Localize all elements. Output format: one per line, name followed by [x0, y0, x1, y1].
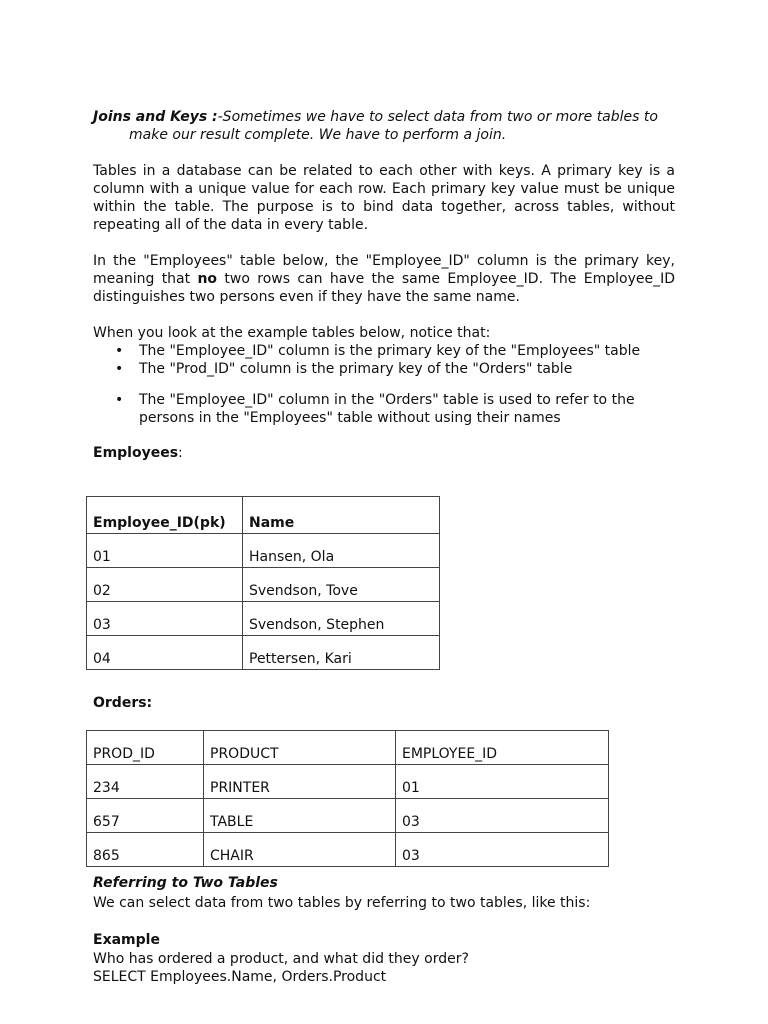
header-cell: Name	[243, 497, 440, 534]
paragraph-employees-before: In the "Employees" table below, the "Employee_ID" column is the primary key, meaning that	[93, 253, 675, 287]
orders-table	[86, 730, 609, 867]
bullet-item: • The "Employee_ID" column is the primary key of the "Employees" table	[139, 342, 675, 360]
orders-heading: Orders:	[93, 695, 153, 711]
table-cell: 04	[87, 636, 243, 670]
employees-heading-label: Employees	[93, 445, 179, 461]
bullet-list-foreign-key	[93, 391, 675, 427]
table-cell: CHAIR	[204, 833, 396, 867]
employees-table	[86, 496, 440, 670]
intro-paragraph	[93, 108, 675, 144]
example-sql: SELECT Employees.Name, Orders.Product	[93, 969, 387, 985]
table-row	[87, 765, 609, 799]
paragraph-employees-after: two rows can have the same Employee_ID. The Employee_ID distinguishes two persons even if they have the same name.	[93, 271, 675, 305]
table-row	[87, 602, 440, 636]
table-cell: 01	[87, 534, 243, 568]
referring-text: We can select data from two tables by referring to two tables, like this:	[93, 895, 591, 911]
paragraph-notice: When you look at the example tables below, notice that:	[93, 325, 491, 341]
table-cell: TABLE	[204, 799, 396, 833]
intro-lead: Joins and Keys :	[93, 109, 218, 125]
employees-heading-colon: :	[178, 445, 183, 461]
table-row	[87, 799, 609, 833]
employees-heading	[93, 444, 675, 462]
table-cell: Svendson, Stephen	[243, 602, 440, 636]
table-cell: 03	[396, 799, 609, 833]
table-row	[87, 636, 440, 670]
table-cell: Hansen, Ola	[243, 534, 440, 568]
table-header-row	[87, 497, 440, 534]
paragraph-employees-bold: no	[197, 271, 218, 287]
table-row	[87, 568, 440, 602]
table-cell: 657	[87, 799, 204, 833]
table-cell: 865	[87, 833, 204, 867]
header-cell: Employee_ID(pk)	[87, 497, 243, 534]
intro-line-2: make our result complete. We have to perform a join.	[129, 127, 507, 143]
paragraph-employees	[93, 252, 675, 306]
referring-title: Referring to Two Tables	[93, 875, 278, 891]
table-row	[87, 534, 440, 568]
table-cell: 03	[396, 833, 609, 867]
table-header-row	[87, 731, 609, 765]
example-title: Example	[93, 932, 160, 948]
table-cell: 234	[87, 765, 204, 799]
document-body	[93, 108, 675, 462]
table-cell: PRINTER	[204, 765, 396, 799]
table-cell: 02	[87, 568, 243, 602]
bullet-list-primary-keys	[93, 342, 675, 378]
table-cell: Svendson, Tove	[243, 568, 440, 602]
header-cell: PRODUCT	[204, 731, 396, 765]
header-cell: PROD_ID	[87, 731, 204, 765]
table-cell: Pettersen, Kari	[243, 636, 440, 670]
bullet-item: • The "Prod_ID" column is the primary key of the "Orders" table	[139, 360, 675, 378]
example-question: Who has ordered a product, and what did they order?	[93, 951, 469, 967]
table-row	[87, 833, 609, 867]
table-cell: 01	[396, 765, 609, 799]
table-cell: 03	[87, 602, 243, 636]
paragraph-keys: Tables in a database can be related to each other with keys. A primary key is a column with a unique value for each row. Each primary key value must be unique within the table. The purpose is to bind data together, across tables, without repeating all of the data in every table.	[93, 163, 675, 233]
bullet-item: • The "Employee_ID" column in the "Orders" table is used to refer to the persons in the "Employees" table without using their names	[139, 391, 675, 427]
header-cell: EMPLOYEE_ID	[396, 731, 609, 765]
intro-line-1: -Sometimes we have to select data from two or more tables to	[217, 109, 658, 125]
